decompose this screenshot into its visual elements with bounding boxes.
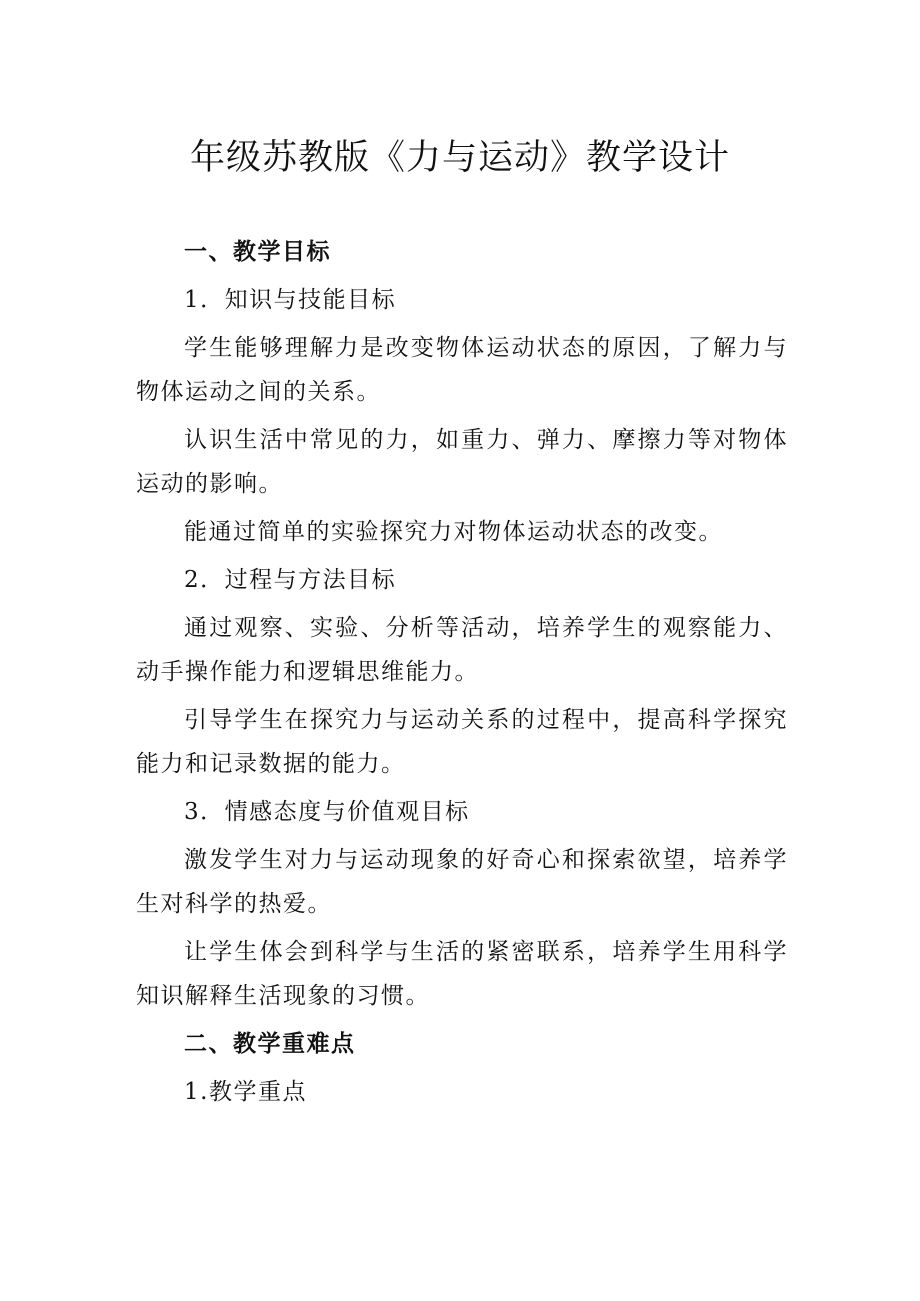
subheading-knowledge-skills: 1．知识与技能目标 bbox=[184, 287, 397, 313]
paragraph: 引导学生在探究力与运动关系的过程中，提高科学探究能力和记录数据的能力。 bbox=[136, 707, 788, 777]
section-heading-key-difficult-points: 二、教学重难点 bbox=[184, 1031, 356, 1057]
subheading-emotion-values: 3．情感态度与价值观目标 bbox=[184, 799, 470, 825]
document-body bbox=[136, 230, 788, 1118]
paragraph: 激发学生对力与运动现象的好奇心和探索欲望，培养学生对科学的热爱。 bbox=[136, 847, 788, 917]
section-heading-teaching-goals: 一、教学目标 bbox=[184, 239, 331, 265]
paragraph: 通过观察、实验、分析等活动，培养学生的观察能力、动手操作能力和逻辑思维能力。 bbox=[136, 615, 788, 685]
paragraph: 能通过简单的实验探究力对物体运动状态的改变。 bbox=[184, 519, 723, 545]
subheading-teaching-focus: 1.教学重点 bbox=[184, 1079, 307, 1105]
paragraph: 让学生体会到科学与生活的紧密联系，培养学生用科学知识解释生活现象的习惯。 bbox=[136, 939, 788, 1009]
paragraph: 学生能够理解力是改变物体运动状态的原因，了解力与物体运动之间的关系。 bbox=[136, 335, 788, 405]
document-title: 年级苏教版《力与运动》教学设计 bbox=[189, 138, 730, 178]
subheading-process-methods: 2．过程与方法目标 bbox=[184, 567, 397, 593]
paragraph: 认识生活中常见的力，如重力、弹力、摩擦力等对物体运动的影响。 bbox=[136, 427, 788, 497]
